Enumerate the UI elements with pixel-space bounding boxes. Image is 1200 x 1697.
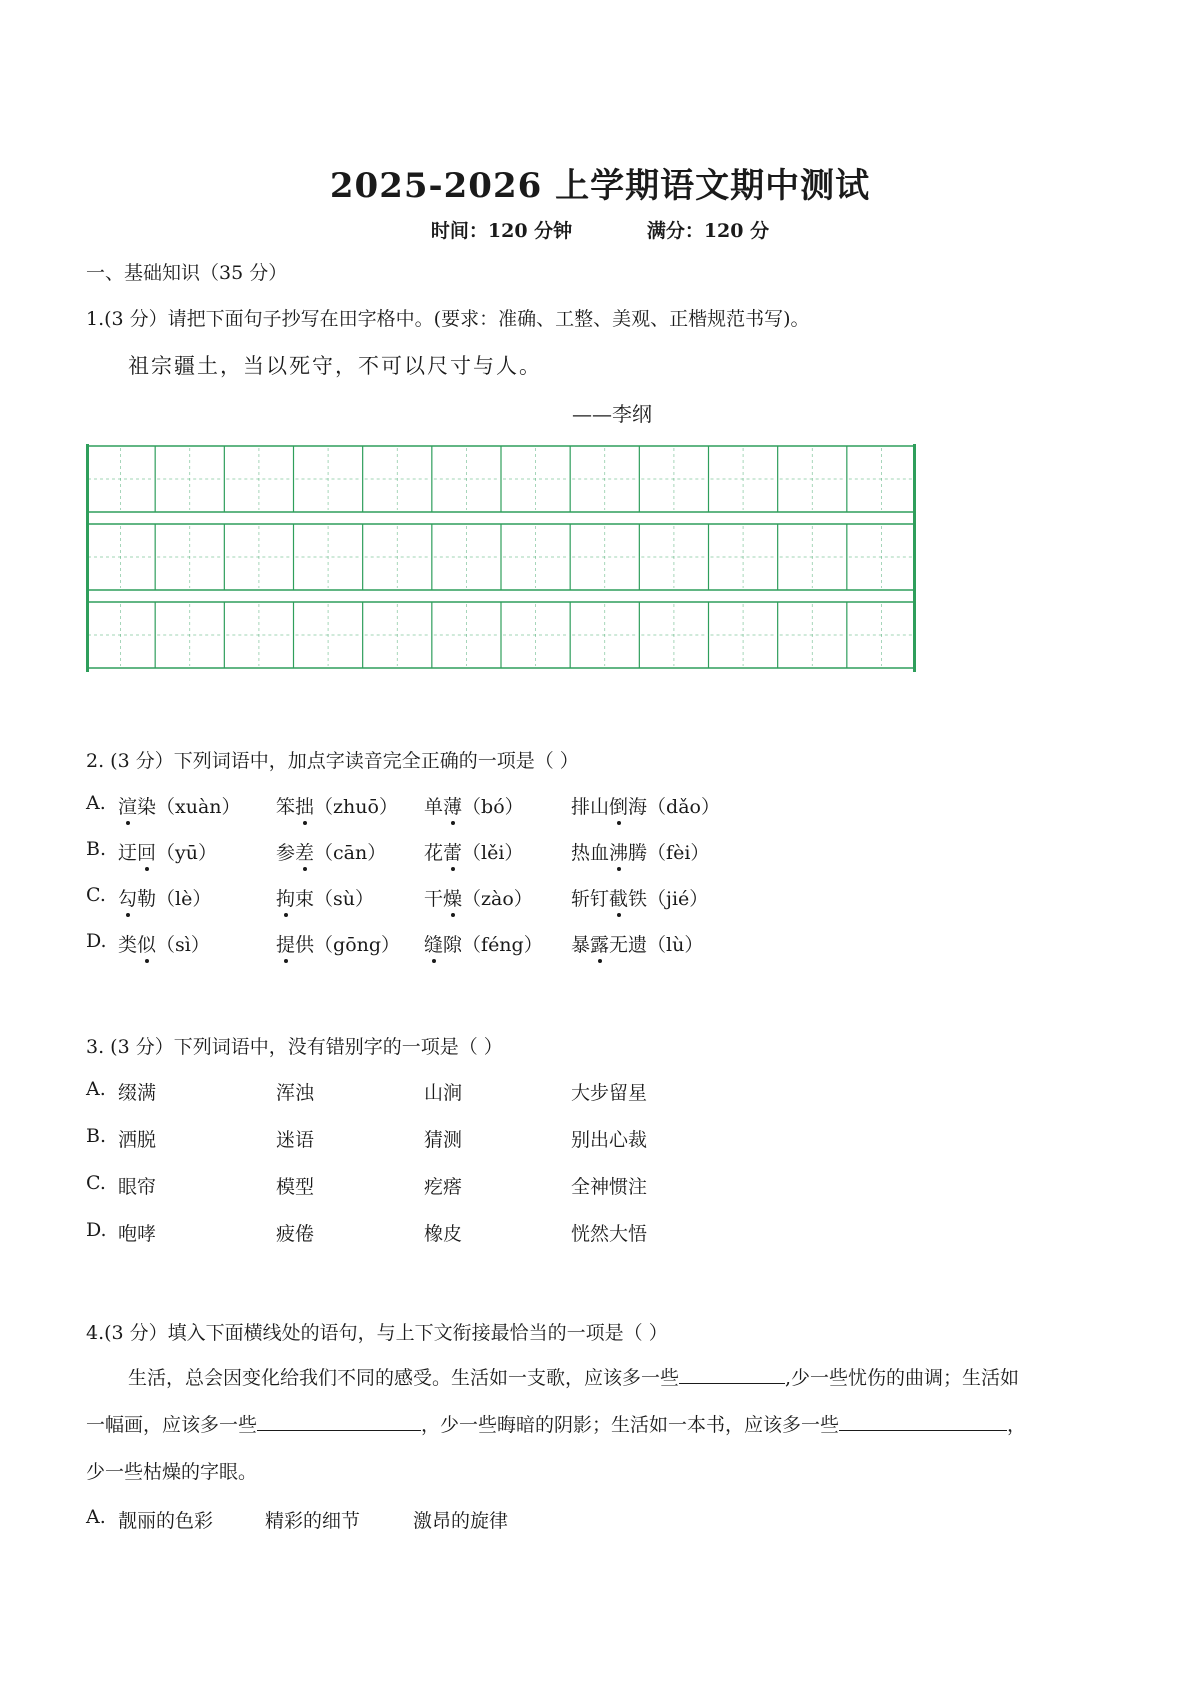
exam-meta <box>0 216 1200 243</box>
q3-word: 疲倦 <box>276 1223 315 1245</box>
q3-option-a <box>86 1078 648 1104</box>
q4-blank-3 <box>839 1429 1007 1431</box>
q3-word: 洒脱 <box>118 1129 157 1151</box>
q2-word <box>276 930 400 957</box>
dotted-char: 似 <box>137 930 156 957</box>
q4-text-1a: 生活，总会因变化给我们不同的感受。生活如一支歌，应该多一些 <box>128 1367 680 1389</box>
q3-word: 恍然大悟 <box>571 1223 648 1245</box>
word-text: 暴 <box>571 934 591 956</box>
word-text: 供 <box>295 934 315 956</box>
word-text: 隙 <box>443 934 463 956</box>
word-text: 染 <box>137 796 157 818</box>
q3-word: 眼帘 <box>118 1176 157 1198</box>
dotted-char: 缝 <box>424 930 443 957</box>
dotted-char: 差 <box>295 838 314 865</box>
pinyin: （fèi） <box>647 842 710 864</box>
dotted-char: 薄 <box>443 792 462 819</box>
q2-word <box>276 884 374 911</box>
q4-blank-1 <box>679 1382 785 1384</box>
word-text: 花 <box>424 842 444 864</box>
q2-word <box>118 930 210 957</box>
q3-word: 缀满 <box>118 1082 157 1104</box>
q2-word <box>424 884 533 911</box>
dotted-char: 露 <box>590 930 609 957</box>
q4-text-2b: ，少一些晦暗的阴影；生活如一本书，应该多一些 <box>421 1414 840 1436</box>
q2-word <box>571 792 720 819</box>
option-label: B. <box>86 838 107 860</box>
word-text: 斩钉 <box>571 888 610 910</box>
q4-word: 精彩的细节 <box>265 1510 361 1532</box>
dotted-char: 回 <box>137 838 156 865</box>
q2-option-b <box>86 838 710 864</box>
word-text: 单 <box>424 796 444 818</box>
option-label: A. <box>86 1506 106 1528</box>
option-label: A. <box>86 792 106 814</box>
q3-word: 浑浊 <box>276 1082 315 1104</box>
pinyin: （dǎo） <box>647 796 720 818</box>
q2-word <box>118 838 217 865</box>
dotted-char: 拘 <box>276 884 295 911</box>
word-text: 海 <box>628 796 648 818</box>
q2-word <box>276 838 386 865</box>
q2-option-a <box>86 792 720 818</box>
q3-option-d <box>86 1219 648 1245</box>
q3-word: 别出心裁 <box>571 1129 648 1151</box>
time-limit: 时间：120 分钟 <box>430 220 573 242</box>
q4-text-2a: 一幅画，应该多一些 <box>86 1414 258 1436</box>
dotted-char: 拙 <box>295 792 314 819</box>
pinyin: （zào） <box>462 888 533 910</box>
q3-word: 橡皮 <box>424 1223 463 1245</box>
dotted-char: 蕾 <box>443 838 462 865</box>
q3-word: 全神惯注 <box>571 1176 648 1198</box>
pinyin: （sì） <box>156 934 210 956</box>
q3-word: 疙瘩 <box>424 1176 463 1198</box>
q2-word <box>424 792 524 819</box>
exam-title: 2025-2026 上学期语文期中测试 <box>329 166 871 206</box>
q1-author: ——李纲 <box>572 402 652 426</box>
word-text: 迂 <box>118 842 138 864</box>
word-text: 干 <box>424 888 444 910</box>
q2-option-d <box>86 930 704 956</box>
word-text: 腾 <box>628 842 648 864</box>
pinyin: （xuàn） <box>156 796 241 818</box>
pinyin: （lěi） <box>462 842 524 864</box>
pinyin: （yū） <box>156 842 218 864</box>
q2-word <box>118 884 211 911</box>
pinyin: （féng） <box>462 934 543 956</box>
q3-word: 咆哮 <box>118 1223 157 1245</box>
dotted-char: 渲 <box>118 792 137 819</box>
q2-stem: 2. (3 分）下列词语中，加点字读音完全正确的一项是（ ） <box>86 750 579 772</box>
word-text: 勒 <box>137 888 157 910</box>
dotted-char: 沸 <box>609 838 628 865</box>
option-label: B. <box>86 1125 107 1147</box>
q4-blank-2 <box>257 1429 421 1431</box>
word-text: 无遗 <box>609 934 648 956</box>
pinyin: （bó） <box>462 796 524 818</box>
tianzige-writing-grid[interactable] <box>86 442 916 674</box>
q3-word: 山涧 <box>424 1082 463 1104</box>
q3-word: 大步留星 <box>571 1082 648 1104</box>
q4-passage-line-1 <box>86 1355 1126 1402</box>
option-label: A. <box>86 1078 106 1100</box>
dotted-char: 勾 <box>118 884 137 911</box>
q3-word: 迷语 <box>276 1129 315 1151</box>
q4-word: 激昂的旋律 <box>413 1510 509 1532</box>
dotted-char: 截 <box>609 884 628 911</box>
q4-passage-line-2 <box>86 1402 1126 1449</box>
dotted-char: 燥 <box>443 884 462 911</box>
q1-quote: 祖宗疆土，当以死守，不可以尺寸与人。 <box>128 354 542 378</box>
q4-text-1b: ,少一些忧伤的曲调；生活如 <box>785 1367 1020 1389</box>
pinyin: （zhuō） <box>314 796 398 818</box>
word-text: 参 <box>276 842 296 864</box>
q2-word <box>571 884 708 911</box>
option-label: D. <box>86 930 107 952</box>
dotted-char: 倒 <box>609 792 628 819</box>
dotted-char: 提 <box>276 930 295 957</box>
q2-option-c <box>86 884 709 910</box>
q3-stem: 3. (3 分）下列词语中，没有错别字的一项是（ ） <box>86 1036 503 1058</box>
pinyin: （lù） <box>647 934 704 956</box>
q2-word <box>424 838 523 865</box>
pinyin: （lè） <box>156 888 212 910</box>
word-text: 排山 <box>571 796 610 818</box>
pinyin: （jié） <box>647 888 709 910</box>
pinyin: （cān） <box>314 842 387 864</box>
q2-word <box>118 792 241 819</box>
q3-option-b <box>86 1125 648 1151</box>
q4-passage-line-3: 少一些枯燥的字眼。 <box>86 1461 258 1483</box>
word-text: 笨 <box>276 796 296 818</box>
option-label: C. <box>86 884 106 906</box>
q3-word: 模型 <box>276 1176 315 1198</box>
q4-word: 靓丽的色彩 <box>118 1510 214 1532</box>
q4-text-2c: ， <box>1007 1414 1027 1436</box>
q2-word <box>276 792 398 819</box>
option-label: C. <box>86 1172 106 1194</box>
word-text: 铁 <box>628 888 648 910</box>
section-heading: 一、基础知识（35 分） <box>86 262 288 284</box>
q3-word: 猜测 <box>424 1129 463 1151</box>
q2-word <box>424 930 543 957</box>
q2-word <box>571 930 703 957</box>
word-text: 束 <box>295 888 315 910</box>
q3-option-c <box>86 1172 648 1198</box>
full-score: 满分：120 分 <box>646 220 770 242</box>
q2-word <box>571 838 709 865</box>
word-text: 热血 <box>571 842 610 864</box>
option-label: D. <box>86 1219 107 1241</box>
word-text: 类 <box>118 934 138 956</box>
pinyin: （gōng） <box>314 934 401 956</box>
q4-option-a <box>86 1506 509 1532</box>
pinyin: （sù） <box>314 888 375 910</box>
q1-stem: 1.(3 分）请把下面句子抄写在田字格中。(要求：准确、工整、美观、正楷规范书写)。 <box>86 308 810 330</box>
q4-stem: 4.(3 分）填入下面横线处的语句，与上下文衔接最恰当的一项是（ ） <box>86 1322 668 1344</box>
